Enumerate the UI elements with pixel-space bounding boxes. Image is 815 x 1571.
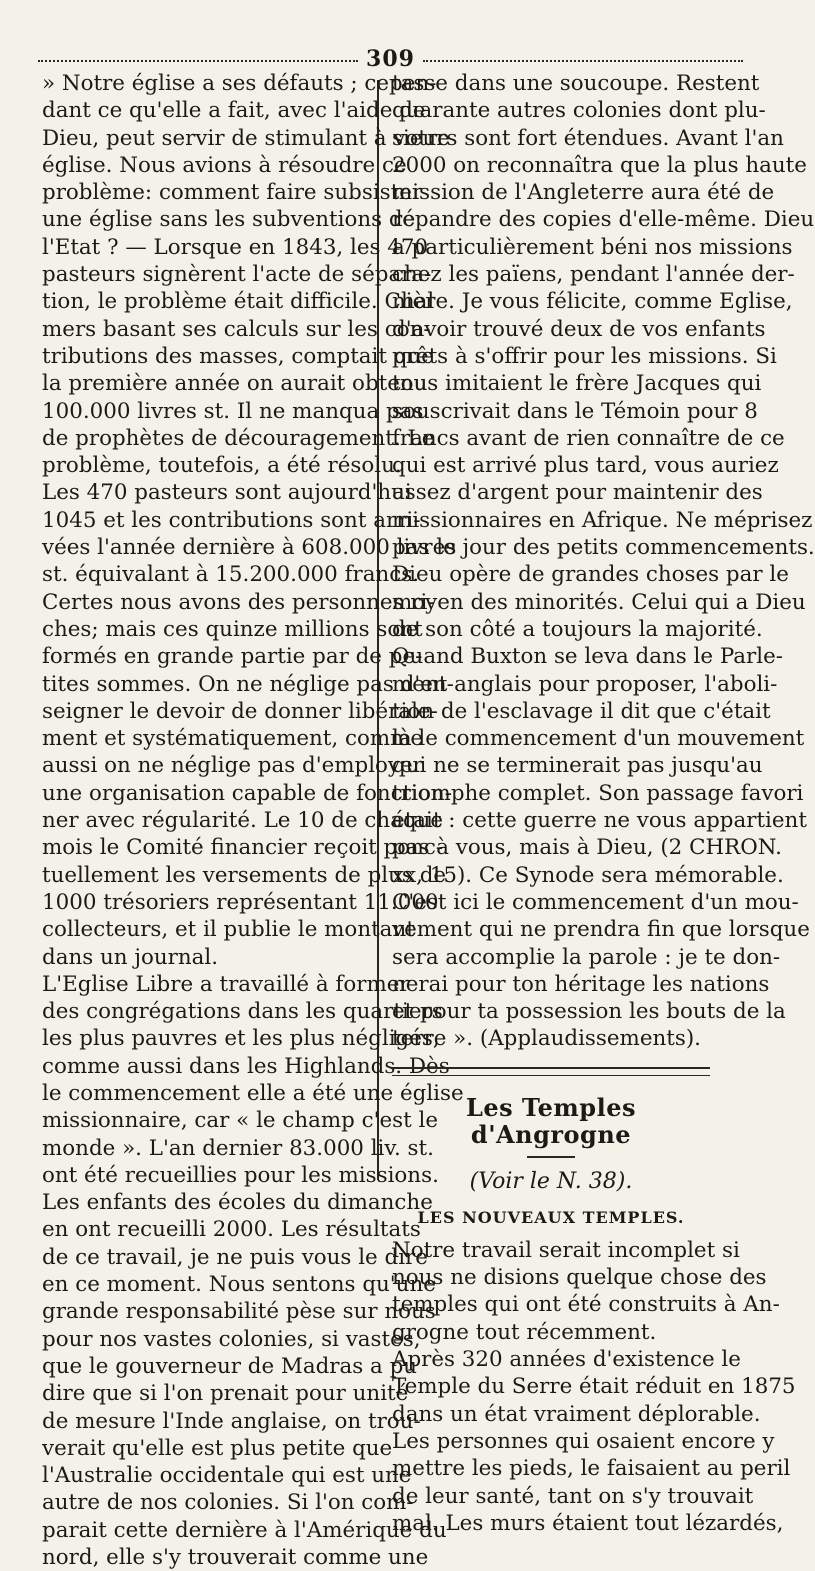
text-line: grogne tout récemment. — [392, 1319, 657, 1345]
text-line: dans un journal. — [42, 944, 219, 970]
text-line: souscrivait dans le Témoin pour 8 — [392, 398, 758, 424]
text-line: ont été recueillies pour les missions. — [42, 1162, 439, 1188]
text-line: aussi on ne néglige pas d'employer — [42, 753, 423, 779]
text-line: tributions des masses, comptait que — [42, 343, 434, 369]
text-line: une organisation capable de fonction- — [42, 780, 452, 806]
text-line: vées l'année dernière à 608.000 livres — [42, 535, 457, 561]
text-line: » Notre église a ses défauts ; cepen- — [42, 71, 437, 96]
text-line: nous ne disions quelque chose des — [392, 1265, 767, 1291]
right-column — [392, 70, 815, 1537]
text-line: de ce travail, je ne puis vous le dire — [42, 1244, 428, 1270]
text-line: Les 470 pasteurs sont aujourd'hui — [42, 480, 412, 506]
text-line: des congrégations dans les quartiers — [42, 999, 443, 1025]
text-line: formés en grande partie par de pe- — [42, 644, 423, 670]
text-line: ner avec régularité. Le 10 de chaque — [42, 808, 444, 834]
text-line: L'Eglise Libre a travaillé à former — [42, 971, 410, 997]
right-column-text — [392, 70, 815, 1053]
text-line: une église sans les subventions de — [42, 207, 416, 233]
text-line: de son côté a toujours la majorité. — [392, 616, 763, 642]
text-line: problème: comment faire subsister — [42, 180, 423, 206]
text-line: que le gouverneur de Madras a pu — [42, 1353, 418, 1379]
text-line: missionnaire, car « le champ c'est le — [42, 1108, 439, 1134]
text-line: prêts à s'offrir pour les missions. Si — [392, 343, 777, 369]
text-line: tous imitaient le frère Jacques qui — [392, 371, 762, 397]
text-line: triomphe complet. Son passage favori — [392, 780, 804, 806]
text-line: tion, le problème était difficile. Chal — [42, 289, 435, 315]
text-line: Les enfants des écoles du dimanche — [42, 1190, 433, 1216]
text-line: 1000 trésoriers représentant 11.000 — [42, 889, 439, 915]
text-line: qui ne se terminerait pas jusqu'au — [392, 753, 763, 779]
text-line: mission de l'Angleterre aura été de — [392, 180, 775, 206]
text-line: et pour ta possession les bouts de la — [392, 999, 786, 1025]
text-line: pasteurs signèrent l'acte de sépara- — [42, 262, 432, 288]
header-ornament-left — [38, 60, 358, 62]
text-line: moyen des minorités. Celui qui a Dieu — [392, 589, 806, 615]
text-line: mois le Comité financier reçoit ponc- — [42, 835, 444, 861]
text-line: a particulièrement béni nos missions — [392, 234, 793, 260]
text-line: le commencement elle a été une église — [42, 1080, 464, 1106]
text-line: là le commencement d'un mouvement — [392, 726, 805, 752]
text-line: nerai pour ton héritage les nations — [392, 971, 770, 997]
text-line: de leur santé, tant on s'y trouvait — [392, 1483, 754, 1509]
text-line: pas à vous, mais à Dieu, (2 CHRON. — [392, 835, 782, 861]
text-line: qui est arrivé plus tard, vous auriez — [392, 453, 779, 479]
text-line: chez les païens, pendant l'année der- — [392, 262, 795, 288]
text-line: Certes nous avons des personnes ri- — [42, 589, 435, 615]
text-line: d'avoir trouvé deux de vos enfants — [392, 316, 766, 342]
text-line: monde ». L'an dernier 83.000 liv. st. — [42, 1135, 434, 1161]
text-line: terre ». (Applaudissements). — [392, 1026, 701, 1052]
text-line: dant ce qu'elle a fait, avec l'aide de — [42, 98, 426, 124]
text-line: temples qui ont été construits à An- — [392, 1292, 780, 1318]
text-line: assez d'argent pour maintenir des — [392, 480, 763, 506]
text-line: tion de l'esclavage il dit que c'était — [392, 698, 771, 724]
text-line: sera accomplie la parole : je te don- — [392, 944, 781, 970]
text-line: tuellement les versements de plus de — [42, 862, 447, 888]
text-line: C'est ici le commencement d'un mou- — [392, 889, 799, 915]
text-line: xx, 15). Ce Synode sera mémorable. — [392, 862, 784, 888]
section-separator — [392, 1067, 710, 1076]
title-rule — [527, 1156, 575, 1158]
section-reference: (Voir le N. 38). — [469, 1169, 633, 1195]
text-line: 2000 on reconnaîtra que la plus haute — [392, 152, 807, 178]
text-line: était : cette guerre ne vous appartient — [392, 808, 807, 834]
page-number: 309 — [366, 46, 415, 72]
text-line: vement qui ne prendra fin que lorsque — [392, 917, 810, 943]
text-line: dire que si l'on prenait pour unité — [42, 1381, 409, 1407]
text-line: dans un état vraiment déplorable. — [392, 1401, 761, 1427]
text-line: en ont recueilli 2000. Les résultats — [42, 1217, 421, 1243]
text-line: pour nos vastes colonies, si vastes, — [42, 1326, 421, 1352]
text-line: ches; mais ces quinze millions sont — [42, 616, 423, 642]
text-line: francs avant de rien connaître de ce — [392, 425, 785, 451]
text-line: 100.000 livres st. Il ne manqua pas — [42, 398, 424, 424]
text-line: de mesure l'Inde anglaise, on trou- — [42, 1408, 421, 1434]
text-line: comme aussi dans les Highlands. Dès — [42, 1053, 450, 1079]
text-line: ment et systématiquement, comme — [42, 726, 424, 752]
text-line: les plus pauvres et les plus négligés, — [42, 1026, 440, 1052]
header-ornament-right — [423, 60, 743, 62]
text-line: 1045 et les contributions sont arri- — [42, 507, 421, 533]
section-subtitle: LES NOUVEAUX TEMPLES. — [417, 1207, 685, 1227]
text-line: Dieu, peut servir de stimulant à votre — [42, 125, 450, 151]
text-line: église. Nous avions à résoudre ce — [42, 152, 407, 178]
text-line: l'Australie occidentale qui est une — [42, 1463, 412, 1489]
text-line: Quand Buxton se leva dans le Parle- — [392, 644, 783, 670]
text-line: missionnaires en Afrique. Ne méprisez — [392, 507, 813, 533]
text-line: parait cette dernière à l'Amérique du — [42, 1517, 447, 1543]
text-line: mal. Les murs étaient tout lézardés, — [392, 1510, 784, 1536]
text-line: quarante autres colonies dont plu- — [392, 98, 766, 124]
text-line: répandre des copies d'elle-même. Dieu — [392, 207, 815, 233]
text-line: verait qu'elle est plus petite que — [42, 1435, 393, 1461]
text-line: ment anglais pour proposer, l'aboli- — [392, 671, 778, 697]
text-line: Notre travail serait incomplet si — [392, 1237, 740, 1263]
text-line: st. équivalant à 15.200.000 francs. — [42, 562, 419, 588]
text-line: sieurs sont fort étendues. Avant l'an — [392, 125, 784, 151]
text-line: problème, toutefois, a été résolu. — [42, 453, 402, 479]
text-line: l'Etat ? — Lorsque en 1843, les 470 — [42, 234, 429, 260]
section-title: Les Temples d'Angrogne — [466, 1092, 636, 1149]
left-column — [42, 70, 464, 1571]
text-line: la première année on aurait obtenu — [42, 371, 428, 397]
text-line: mers basant ses calculs sur les con- — [42, 316, 431, 342]
text-line: Dieu opère de grandes choses par le — [392, 562, 789, 588]
text-line: tites sommes. On ne néglige pas d'en- — [42, 671, 454, 697]
text-line: autre de nos colonies. Si l'on com- — [42, 1490, 414, 1516]
text-line: grande responsabilité pèse sur nous — [42, 1299, 436, 1325]
text-line: nière. Je vous félicite, comme Eglise, — [392, 289, 793, 315]
text-line: de prophètes de découragement. Le — [42, 425, 435, 451]
text-line: seigner le devoir de donner libérale- — [42, 698, 438, 724]
text-line: Temple du Serre était réduit en 1875 — [392, 1374, 796, 1400]
text-line: pas le jour des petits commencements. — [392, 535, 815, 561]
text-line: collecteurs, et il publie le montant — [42, 917, 415, 943]
text-line: Les personnes qui osaient encore y — [392, 1428, 775, 1454]
text-line: en ce moment. Nous sentons qu'une — [42, 1272, 436, 1298]
text-line: mettre les pieds, le faisaient au peril — [392, 1456, 791, 1482]
text-line: tasse dans une soucoupe. Restent — [392, 71, 760, 96]
text-line: nord, elle s'y trouverait comme une — [42, 1545, 429, 1571]
text-line: Après 320 années d'existence le — [392, 1347, 741, 1373]
section-text — [392, 1237, 796, 1537]
